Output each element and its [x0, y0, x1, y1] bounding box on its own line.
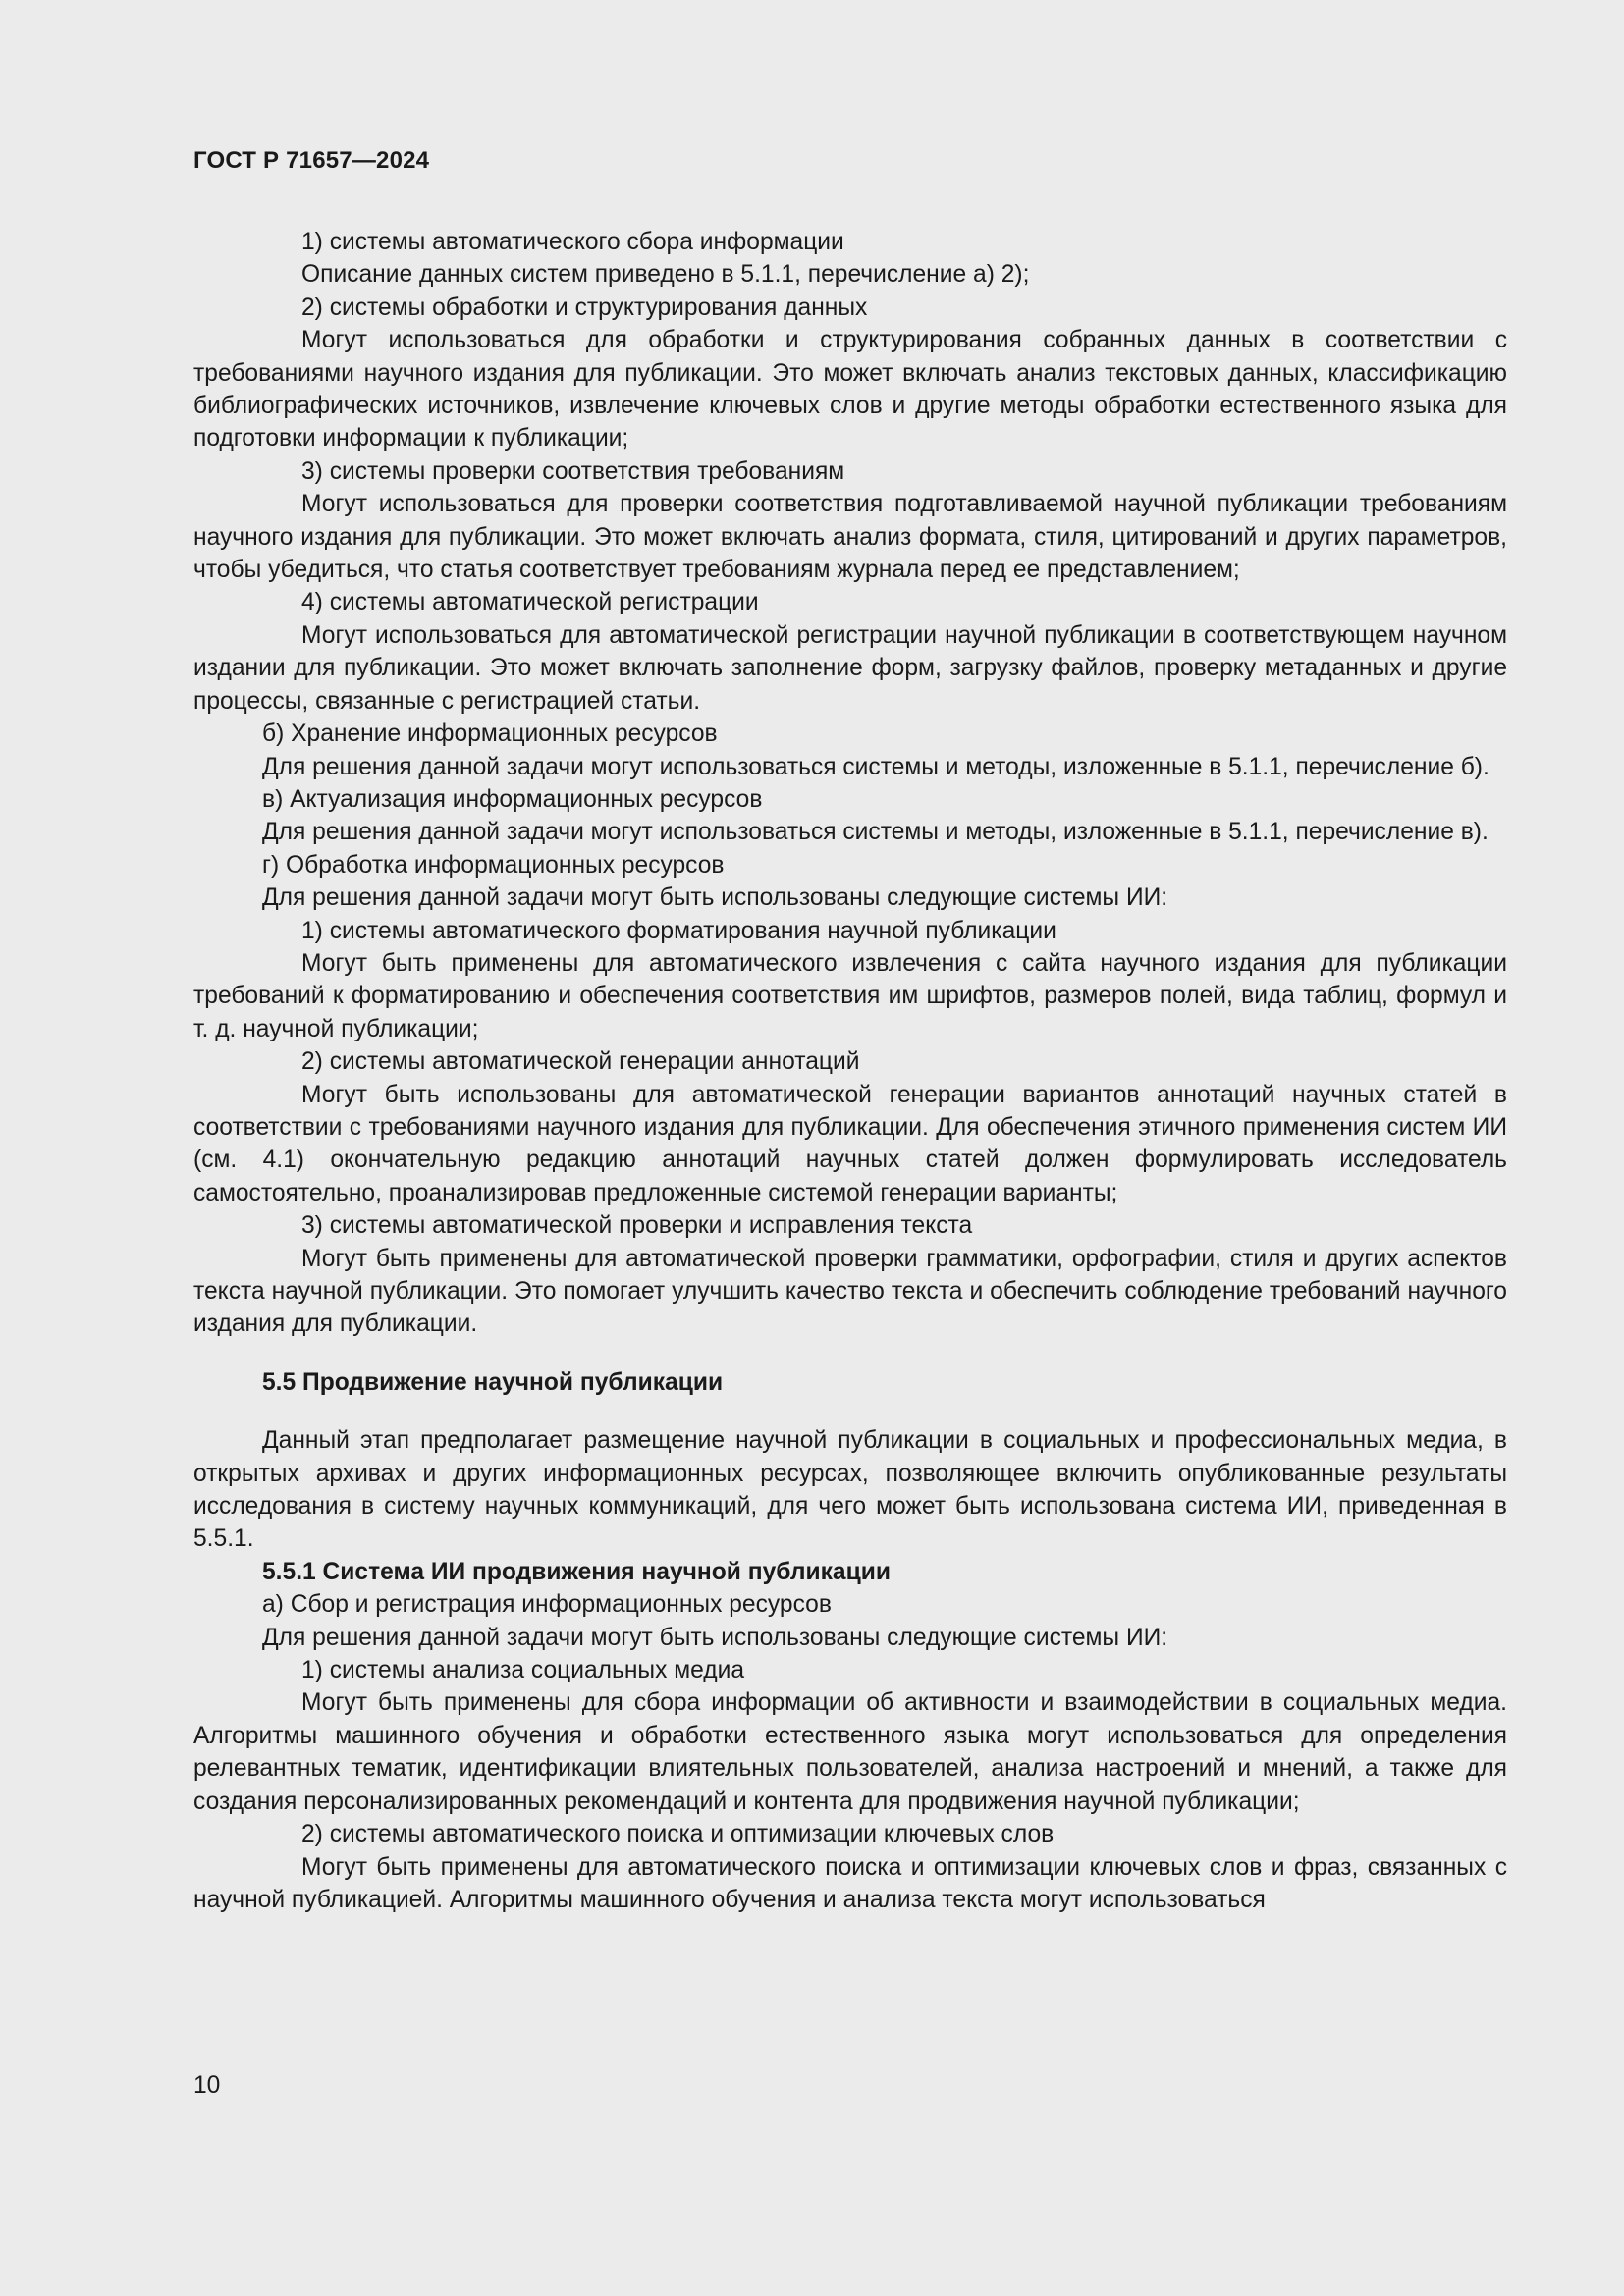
paragraph: Для решения данной задачи могут быть использованы следующие системы ИИ:	[262, 1624, 1168, 1651]
list-item: 2) системы автоматического поиска и оптимизации ключевых слов	[301, 1821, 1055, 1848]
paragraph: Описание данных систем приведено в 5.1.1, перечисление а) 2);	[301, 261, 1030, 289]
paragraph: Для решения данной задачи могут использоваться системы и методы, изложенные в 5.1.1, перечисление в).	[262, 819, 1489, 846]
list-item: 1) системы автоматического форматирования научной публикации	[301, 917, 1056, 944]
list-item: в) Актуализация информационных ресурсов	[262, 785, 763, 813]
page-number: 10	[193, 2072, 221, 2099]
list-item: 2) системы автоматической генерации аннотаций	[301, 1048, 860, 1076]
list-item: 1) системы автоматического сбора информации	[301, 229, 844, 255]
paragraph: Могут использоваться для автоматической регистрации научной публикации в соответствующем научном издании для публикации. Это может включать заполнение форм, загрузку файлов, проверку метаданных и другие процессы, связанные с регистрацией статьи.	[193, 621, 1507, 715]
paragraph: Могут быть применены для сбора информации об активности и взаимодействии в социальных медиа. Алгоритмы машинного обучения и обработки естественного языка могут использоваться для определения релевантных тематик, идентификации влиятельных пользователей, анализа настроений и мнений, а также для создания персонализированных рекомендаций и контента для продвижения научной публикации;	[193, 1689, 1507, 1815]
document-body	[193, 226, 1507, 1916]
paragraph: Для решения данной задачи могут быть использованы следующие системы ИИ:	[262, 884, 1168, 912]
paragraph: Могут быть применены для автоматического поиска и оптимизации ключевых слов и фраз, связанных с научной публикацией. Алгоритмы машинного обучения и анализа текста могут использоваться	[193, 1853, 1507, 1913]
paragraph: Для решения данной задачи могут использоваться системы и методы, изложенные в 5.1.1, перечисление б).	[262, 753, 1489, 780]
list-item: 1) системы анализа социальных медиа	[301, 1657, 745, 1684]
document-header: ГОСТ Р 71657—2024	[193, 147, 430, 174]
paragraph: Могут быть применены для автоматической проверки грамматики, орфографии, стиля и других аспектов текста научной публикации. Это помогает улучшить качество текста и обеспечить соблюдение требований научного издания для публикации.	[193, 1245, 1507, 1338]
list-item: г) Обработка информационных ресурсов	[262, 851, 725, 879]
list-item: 2) системы обработки и структурирования данных	[301, 294, 868, 321]
paragraph: Данный этап предполагает размещение научной публикации в социальных и профессиональных медиа, в открытых архивах и других информационных ресурсах, позволяющее включить опубликованные результаты исследования в систему научных коммуникаций, для чего может быть использована система ИИ, приведенная в 5.5.1.	[193, 1427, 1507, 1553]
list-item: б) Хранение информационных ресурсов	[262, 721, 718, 748]
list-item: 3) системы автоматической проверки и исправления текста	[301, 1212, 973, 1240]
section-heading: 5.5 Продвижение научной публикации	[262, 1368, 724, 1396]
list-item: 4) системы автоматической регистрации	[301, 589, 759, 616]
paragraph: Могут быть использованы для автоматической генерации вариантов аннотаций научных статей в соответствии с требованиями научного издания для публикации. Для обеспечения этичного применения систем ИИ (см. 4.1) окончательную редакцию аннотаций научных статей должен формулировать исследователь самостоятельно, проанализировав предложенные системой генерации варианты;	[193, 1081, 1507, 1206]
paragraph: Могут использоваться для обработки и структурирования собранных данных в соответствии с требованиями научного издания для публикации. Это может включать анализ текстовых данных, классификацию библиографических источников, извлечение ключевых слов и другие методы обработки естественного языка для подготовки информации к публикации;	[193, 327, 1507, 453]
list-item: 3) системы проверки соответствия требованиям	[301, 457, 845, 485]
paragraph: Могут использоваться для проверки соответствия подготавливаемой научной публикации требованиям научного издания для публикации. Это может включать анализ формата, стиля, цитирований и других параметров, чтобы убедиться, что статья соответствует требованиям журнала перед ее представлением;	[193, 491, 1507, 584]
list-item: а) Сбор и регистрация информационных ресурсов	[262, 1591, 832, 1619]
subsection-heading: 5.5.1 Система ИИ продвижения научной публикации	[262, 1558, 891, 1585]
paragraph: Могут быть применены для автоматического извлечения с сайта научного издания для публикации требований к форматированию и обеспечения соответствия им шрифтов, размеров полей, вида таблиц, формул и т. д. научной публикации;	[193, 949, 1507, 1042]
